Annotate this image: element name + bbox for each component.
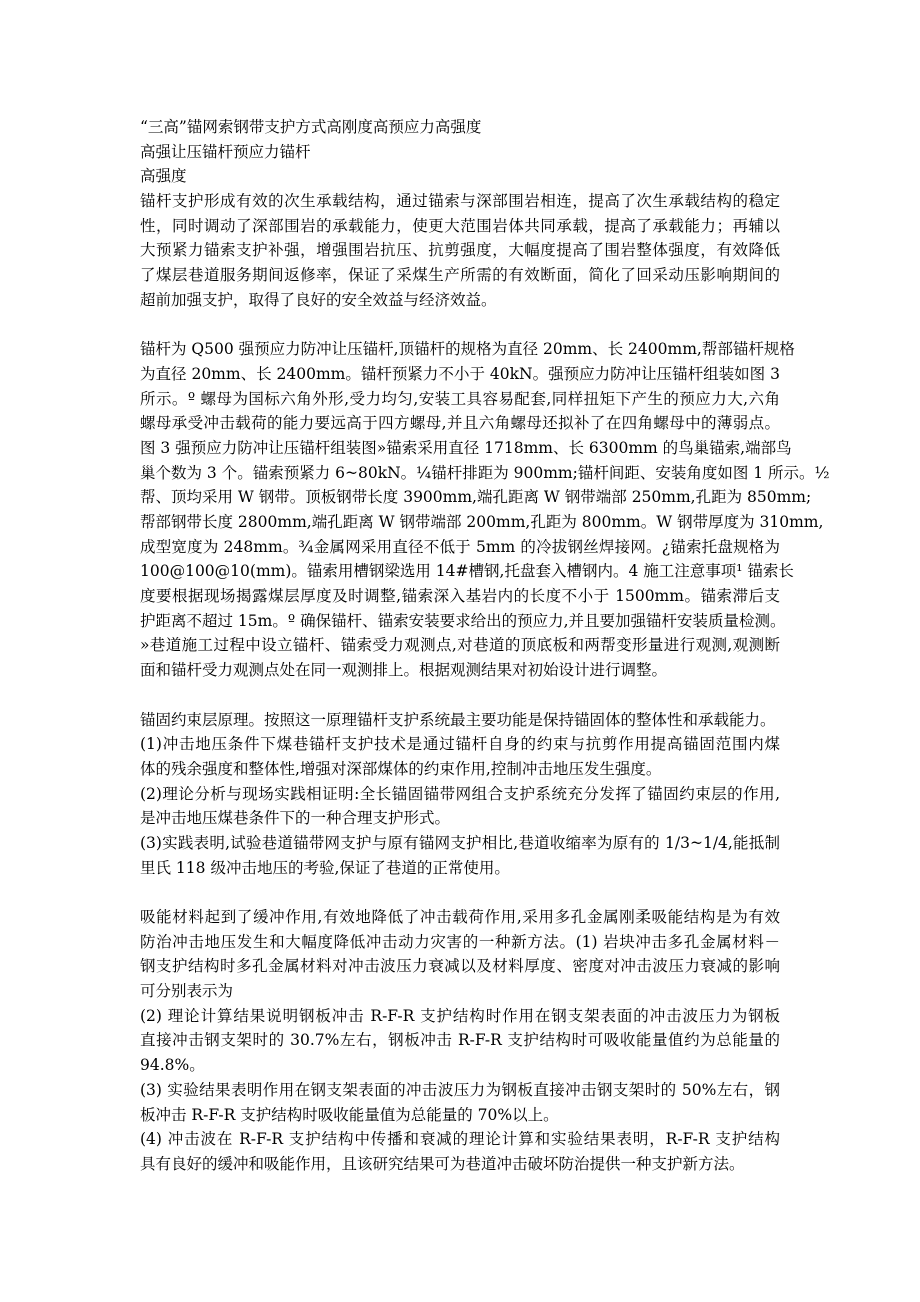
text-line: 里氏 118 级冲击地压的考验,保证了巷道的正常使用。 [140, 858, 510, 877]
text-line: (4) 冲击波在 R-F-R 支护结构中传播和衰减的理论计算和实验结果表明，R-F-R 支护结构 [140, 1130, 780, 1149]
paragraph-section [140, 189, 780, 312]
text-line: 具有良好的缓冲和吸能作用，且该研究结果可为巷道冲击破坏防治提供一种支护新方法。 [140, 1154, 745, 1173]
paragraph-section [140, 905, 780, 1177]
text-line: 防治冲击地压发生和大幅度降低冲击动力灾害的一种新方法。(1) 岩块冲击多孔金属材料－ [140, 932, 780, 951]
text-line: 大预紧力锚索支护补强，增强围岩抗压、抗剪强度，大幅度提高了围岩整体强度，有效降低 [140, 241, 780, 260]
text-line: (3)实践表明,试验巷道锚带网支护与原有锚网支护相比,巷道收缩率为原有的 1/3~1/4,能抵制 [140, 833, 780, 852]
text-line: 了煤层巷道服务期间返修率，保证了采煤生产所需的有效断面，简化了回采动压影响期间的 [140, 266, 780, 285]
paragraph-section [140, 708, 780, 881]
text-line: 帮部钢带长度 2800mm,端孔距离 W 钢带端部 200mm,孔距为 800mm。W 钢带厚度为 310mm, [140, 513, 824, 531]
text-line: 所示。º 螺母为国标六角外形,受力均匀,安装工具容易配套,同样扭矩下产生的预应力大,六角 [140, 389, 780, 408]
text-line: 钢支护结构时多孔金属材料对冲击波压力衰减以及材料厚度、密度对冲击波压力衰减的影响 [140, 957, 780, 976]
text-line: 帮、顶均采用 W 钢带。顶板钢带长度 3900mm,端孔距离 W 钢带端部 250mm,孔距为 850mm; [140, 488, 812, 507]
text-line: 板冲击 R-F-R 支护结构时吸收能量值为总能量的 70%以上。 [140, 1105, 559, 1124]
text-line: 锚杆支护形成有效的次生承载结构，通过锚索与深部围岩相连，提高了次生承载结构的稳定 [140, 192, 780, 211]
text-line: (2) 理论计算结果说明钢板冲击 R-F-R 支护结构时作用在钢支架表面的冲击波压力为钢板 [140, 1006, 780, 1025]
text-line: 图 3 强预应力防冲让压锚杆组装图»锚索采用直径 1718mm、长 6300mm 的鸟巢锚索,端部鸟 [140, 438, 792, 457]
document-body [140, 115, 830, 1201]
text-line: 护距离不超过 15m。º 确保锚杆、锚索安装要求给出的预应力,并且要加强锚杆安装质量检测。 [140, 611, 786, 630]
text-line: 螺母承受冲击载荷的能力要远高于四方螺母,并且六角螺母还拟补了在四角螺母中的薄弱点。 [140, 414, 780, 433]
text-line: 性，同时调动了深部围岩的承载能力，使更大范围岩体共同承载，提高了承载能力；再辅以 [140, 216, 780, 235]
text-line: 超前加强支护，取得了良好的安全效益与经济效益。 [140, 290, 497, 309]
text-line: 吸能材料起到了缓冲作用,有效地降低了冲击载荷作用,采用多孔金属刚柔吸能结构是为有效 [140, 908, 780, 926]
text-line: 度要根据现场揭露煤层厚度及时调整,锚索深入基岩内的长度不小于 1500mm。锚索滞后支 [140, 587, 780, 606]
text-line: 锚杆为 Q500 强预应力防冲让压锚杆,顶锚杆的规格为直径 20mm、长 2400mm,帮部锚杆规格 [140, 340, 795, 359]
heading-line: “三高”锚网索钢带支护方式高刚度高预应力高强度 [140, 118, 482, 136]
text-line: 是冲击地压煤巷条件下的一种合理支护形式。 [140, 809, 451, 828]
text-line: (1)冲击地压条件下煤巷锚杆支护技术是通过锚杆自身的约束与抗剪作用提高锚固范围内煤 [140, 735, 780, 754]
text-line: (2)理论分析与现场实践相证明:全长锚固锚带网组合支护系统充分发挥了锚固约束层的作用, [140, 784, 780, 803]
text-line: 成型宽度为 248mm。¾金属网采用直径不低于 5mm 的冷拔钢丝焊接网。¿锚索托盘规格为 [140, 537, 780, 556]
text-line: 面和锚杆受力观测点处在同一观测排上。根据观测结果对初始设计进行调整。 [140, 661, 668, 680]
heading-line: 高强度 [140, 167, 187, 186]
text-line: »巷道施工过程中设立锚杆、锚索受力观测点,对巷道的顶底板和两帮变形量进行观测,观测断 [140, 636, 780, 655]
text-line: 94.8%。 [140, 1056, 205, 1075]
text-line: 100@100@10(mm)。锚索用槽钢梁选用 14#槽钢,托盘套入槽钢内。4 施工注意事项¹ 锚索长 [140, 562, 794, 581]
text-line: 可分别表示为 [140, 982, 234, 1001]
text-line: 锚固约束层原理。按照这一原理锚杆支护系统最主要功能是保持锚固体的整体性和承载能力。 [140, 710, 776, 729]
text-line: 为直径 20mm、长 2400mm。锚杆预紧力不小于 40kN。强预应力防冲让压锚杆组装如图 3 [140, 364, 780, 383]
text-line: 巢个数为 3 个。锚索预紧力 6~80kN。¼锚杆排距为 900mm;锚杆间距、安装角度如图 1 所示。½ [140, 463, 830, 482]
text-line: 体的残余强度和整体性,增强对深部煤体的约束作用,控制冲击地压发生强度。 [140, 759, 662, 778]
text-line: 直接冲击钢支架时的 30.7%左右，钢板冲击 R-F-R 支护结构时可吸收能量值约为总能量的 [140, 1031, 780, 1050]
paragraph-section [140, 337, 830, 683]
text-line: (3) 实验结果表明作用在钢支架表面的冲击波压力为钢板直接冲击钢支架时的 50%左右，钢 [140, 1080, 780, 1099]
heading-line: 高强让压锚杆预应力锚杆 [140, 142, 311, 161]
